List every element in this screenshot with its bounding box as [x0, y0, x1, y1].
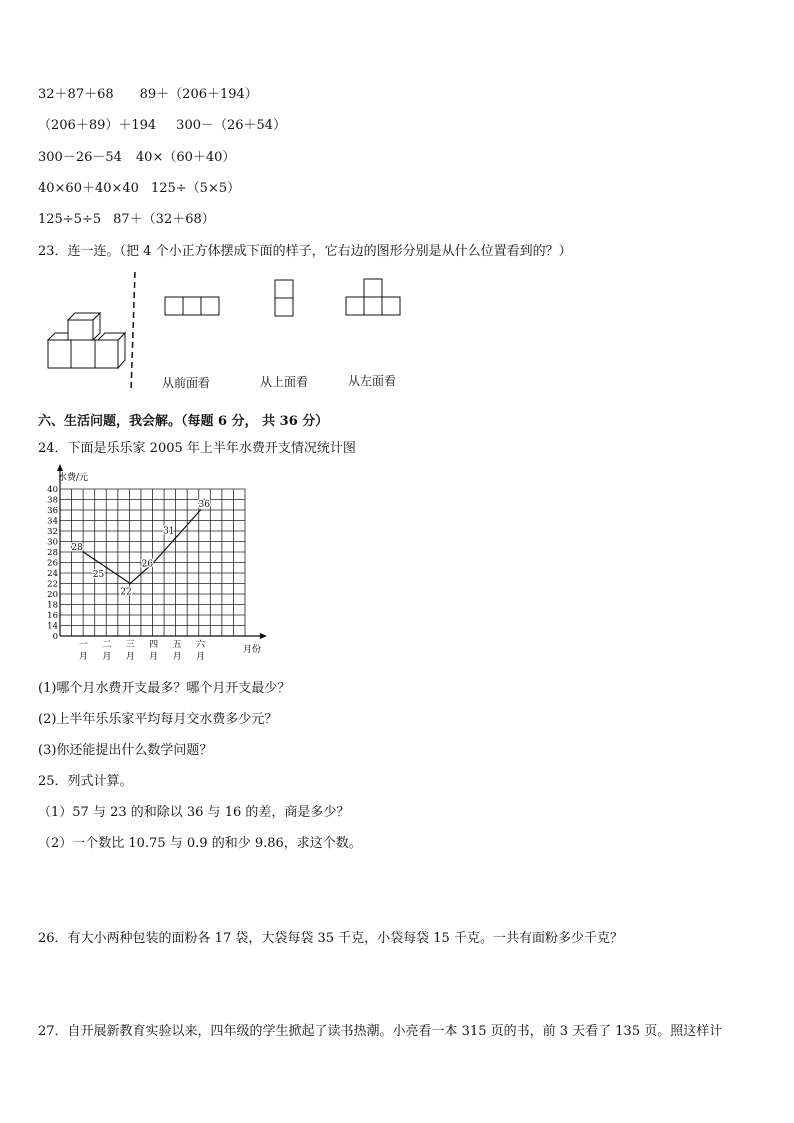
y-tick-label: 14	[47, 621, 58, 632]
data-label: 26	[141, 559, 154, 570]
x-tick-label: 六	[195, 640, 206, 650]
question-26: 26．有大小两种包装的面粉各 17 袋，大袋每袋 35 千克，小袋每袋 15 千克。一共有面粉多少千克？	[38, 931, 623, 946]
x-tick-label: 三	[125, 640, 135, 650]
calc-expr: 87＋（32＋68）	[113, 212, 215, 227]
view-label-front: 从前面看	[162, 376, 211, 390]
x-tick-label: 月	[102, 652, 112, 662]
x-tick-label: 月	[125, 652, 135, 662]
data-label: 22	[120, 587, 132, 598]
y-tick-label: 32	[47, 527, 58, 537]
y-axis-label: 水费/元	[58, 473, 89, 483]
calc-expr: 300－26－54	[38, 150, 122, 165]
y-tick-label: 38	[47, 495, 58, 506]
question-24-2: (2)上半年乐乐家平均每月交水费多少元？	[38, 712, 278, 727]
dashed-divider	[128, 270, 138, 395]
question-24: 24．下面是乐乐家 2005 年上半年水费开支情况统计图	[38, 441, 356, 456]
data-point	[106, 567, 108, 569]
cube-figure	[40, 300, 140, 390]
calc-expr: 32＋87＋68	[38, 87, 114, 102]
x-tick-label: 四	[149, 640, 159, 650]
x-axis-label: 月份	[243, 645, 262, 655]
y-tick-label: 0	[52, 632, 58, 642]
question-27: 27．自开展新教育实验以来，四年级的学生掀起了读书热潮。小亮看一本 315 页的书，前 3 天看了 135 页。照这样计	[38, 1024, 723, 1039]
y-tick-label: 34	[47, 516, 58, 527]
calc-row-1	[38, 83, 258, 102]
y-tick-label: 20	[47, 590, 58, 600]
view-label-left: 从左面看	[348, 374, 397, 388]
water-fee-line-chart	[36, 462, 276, 667]
x-tick-label: 二	[102, 640, 112, 650]
calc-expr: 40×（60＋40）	[135, 150, 236, 165]
data-label: 25	[92, 569, 105, 580]
calc-row-3	[38, 146, 235, 165]
calc-expr: 89＋（206＋194）	[139, 87, 258, 102]
calc-expr: 125÷5÷5	[38, 212, 102, 227]
y-tick-label: 26	[47, 558, 58, 569]
data-point	[176, 535, 178, 537]
left-view-figure	[345, 278, 405, 320]
y-tick-label: 24	[47, 569, 58, 579]
section-heading: 六、生活问题，我会解。（每题 6 分， 共 36 分）	[38, 414, 329, 429]
view-label-top: 从上面看	[260, 375, 309, 389]
data-label: 28	[71, 543, 83, 553]
x-tick-label: 五	[172, 640, 182, 650]
question-25-2: （2）一个数比 10.75 与 0.9 的和少 9.86，求这个数。	[38, 836, 362, 851]
x-tick-label: 月	[78, 652, 88, 662]
front-view-figure	[164, 296, 224, 320]
calc-expr: （206＋89）＋194	[38, 118, 157, 133]
x-tick-label: 一	[78, 640, 88, 650]
y-tick-label: 40	[47, 485, 58, 495]
question-23: 23．连一连。（把 4 个小正方体摆成下面的样子，它右边的图形分别是从什么位置看到的？）	[38, 244, 572, 259]
y-axis-arrow	[57, 464, 63, 471]
x-tick-label: 月	[172, 652, 182, 662]
question-25-1: （1）57 与 23 的和除以 36 与 16 的差，商是多少？	[38, 805, 350, 820]
y-tick-label: 16	[47, 611, 58, 621]
y-tick-label: 18	[47, 600, 58, 611]
x-tick-label: 月	[195, 652, 206, 662]
calc-row-5	[38, 208, 215, 227]
question-25-title: 25．列式计算。	[38, 774, 133, 789]
top-view-figure	[274, 279, 298, 319]
calc-expr: 300－（26＋54）	[176, 118, 287, 133]
calc-expr: 125÷（5×5）	[150, 181, 241, 196]
x-tick-label: 月	[149, 652, 159, 662]
question-24-1: (1)哪个月水费开支最多？哪个月开支最少？	[38, 681, 291, 696]
data-point	[129, 583, 131, 585]
y-tick-label: 36	[47, 506, 58, 516]
y-tick-label: 30	[47, 537, 58, 548]
question-24-3: (3)你还能提出什么数学问题？	[38, 743, 213, 758]
calc-row-2	[38, 114, 286, 133]
calc-row-4	[38, 177, 240, 196]
data-label: 31	[163, 526, 175, 537]
x-axis-arrow	[260, 633, 267, 639]
y-tick-label: 22	[47, 579, 58, 590]
data-label: 36	[198, 500, 210, 510]
y-tick-label: 28	[47, 548, 58, 558]
calc-expr: 40×60＋40×40	[38, 181, 139, 196]
